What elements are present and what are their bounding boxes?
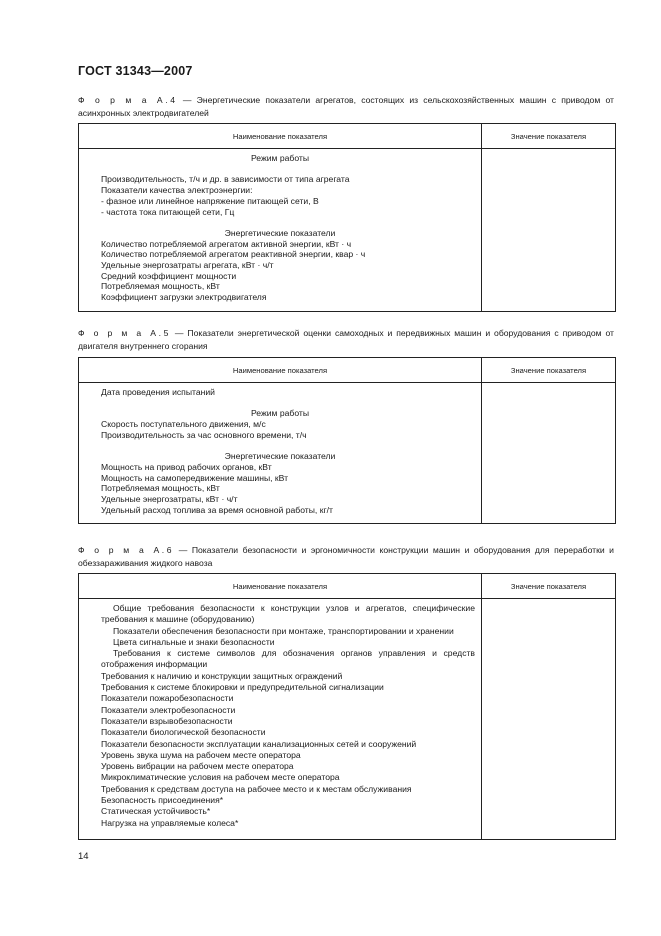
- indicator-row: Требования к средствам доступа на рабочее место и к местам обслуживания: [101, 783, 412, 794]
- indicator-row: Показатели обеспечения безопасности при монтаже, транспортировании и хранении: [113, 625, 454, 636]
- indicator-row: Количество потребляемой агрегатом реактивной энергии, квар · ч: [101, 249, 366, 260]
- indicator-row: Требования к системе блокировки и предупредительной сигнализации: [101, 682, 384, 693]
- indicator-row: Удельные энергозатраты, кВт · ч/т: [101, 494, 238, 504]
- column-header-name: Наименование показателя: [79, 574, 482, 599]
- indicator-row: Коэффициент загрузки электродвигателя: [101, 292, 267, 303]
- form-a4-table: [78, 123, 616, 312]
- column-header-value: Значение показателя: [482, 358, 616, 383]
- indicator-row: Средний коэффициент мощности: [101, 270, 237, 281]
- page-number: 14: [78, 851, 89, 862]
- spacer: [101, 441, 475, 452]
- table-header-row: [79, 574, 616, 599]
- section-heading: Энергетические показатели: [224, 451, 336, 462]
- indicator-row: Уровень звука шума на рабочем месте оператора: [101, 749, 301, 760]
- indicator-row: - фазное или линейное напряжение питающей сети, В: [101, 195, 319, 206]
- column-header-name: Наименование показателя: [79, 124, 482, 149]
- indicator-row: Микроклиматические условия на рабочем месте оператора: [101, 772, 340, 783]
- form-a4-label: Ф о р м а А.4: [78, 95, 178, 105]
- table-body-row: [79, 149, 616, 312]
- value-cell: [482, 383, 616, 524]
- form-a5-rows: [79, 383, 481, 517]
- form-a4-title: [78, 94, 614, 120]
- indicator-row: Показатели безопасности эксплуатации канализационных сетей и сооружений: [101, 738, 417, 749]
- indicator-row: Скорость поступательного движения, м/с: [101, 419, 266, 430]
- form-a6-table: [78, 573, 616, 840]
- value-cell: [482, 149, 616, 312]
- form-a6-heading: — Показатели безопасности и эргономичности конструкции машин и оборудования для переработки и обеззараживания жидкого навоза: [78, 545, 614, 568]
- indicator-row: Удельные энергозатраты агрегата, кВт · ч/т: [101, 260, 274, 270]
- indicator-row: Производительность за час основного времени, т/ч: [101, 429, 307, 440]
- value-cell: [482, 599, 616, 840]
- indicator-row: Показатели взрывобезопасности: [101, 715, 233, 726]
- indicator-row: Показатели биологической безопасности: [101, 727, 266, 738]
- page-header: ГОСТ 31343—2007: [78, 64, 193, 78]
- indicator-row: - частота тока питающей сети, Гц: [101, 206, 235, 217]
- form-a6-label: Ф о р м а А.6: [78, 545, 175, 555]
- indicator-row: Цвета сигнальные и знаки безопасности: [113, 636, 275, 647]
- indicator-row: Потребляемая мощность, кВт: [101, 281, 220, 292]
- spacer: [101, 217, 475, 228]
- indicator-row: Показатели электробезопасности: [101, 704, 236, 715]
- indicator-row: Нагрузка на управляемые колеса*: [101, 817, 239, 828]
- column-header-value: Значение показателя: [482, 574, 616, 599]
- indicator-row: Количество потребляемой агрегатом активной энергии, кВт · ч: [101, 238, 352, 249]
- indicator-row: Требования к наличию и конструкции защитных ограждений: [101, 670, 343, 681]
- column-header-value: Значение показателя: [482, 124, 616, 149]
- indicator-row: Потребляемая мощность, кВт: [101, 483, 220, 494]
- indicator-row: Мощность на привод рабочих органов, кВт: [101, 461, 272, 472]
- spacer: [101, 164, 475, 175]
- form-a6-title: [78, 544, 614, 570]
- section-heading: Режим работы: [250, 153, 310, 163]
- indicator-row: Производительность, т/ч и др. в зависимости от типа агрегата: [101, 174, 350, 185]
- indicator-row: Безопасность присоединения*: [101, 795, 224, 806]
- form-a5-label: Ф о р м а А.5: [78, 328, 172, 338]
- indicator-row: Дата проведения испытаний: [101, 387, 215, 397]
- table-body-row: [79, 383, 616, 524]
- column-header-name: Наименование показателя: [79, 358, 482, 383]
- section-heading: Энергетические показатели: [224, 227, 336, 238]
- indicator-row: Удельный расход топлива за время основной работы, кг/т: [101, 504, 333, 515]
- indicator-row: Статическая устойчивость*: [101, 806, 211, 817]
- indicator-row: Требования к системе символов для обозначения органов управления и средств отображения информации: [101, 648, 475, 670]
- indicator-row: Мощность на самопередвижение машины, кВт: [101, 472, 289, 483]
- form-a5-title: [78, 327, 614, 353]
- form-a4-heading: — Энергетические показатели агрегатов, состоящих из сельскохозяйственных машин с приводом от асинхронных электродвигателей: [78, 95, 614, 118]
- indicator-row: Показатели качества электроэнергии:: [101, 185, 253, 196]
- section-heading: Режим работы: [250, 408, 310, 419]
- form-a5-table: [78, 357, 616, 524]
- indicator-row: Общие требования безопасности к конструкции узлов и агрегатов, специфические требования к машине (оборудованию): [101, 603, 475, 625]
- table-header-row: [79, 124, 616, 149]
- spacer: [101, 398, 475, 409]
- indicator-row: Уровень вибрации на рабочем месте оператора: [101, 761, 294, 772]
- indicator-row: Показатели пожаробезопасности: [101, 693, 234, 704]
- table-header-row: [79, 358, 616, 383]
- form-a5-heading: — Показатели энергетической оценки самоходных и передвижных машин и оборудования с приводом от двигателя внутреннего сгорания: [78, 328, 614, 351]
- form-a6-rows: [79, 599, 481, 831]
- form-a4-rows: [79, 149, 481, 305]
- table-body-row: [79, 599, 616, 840]
